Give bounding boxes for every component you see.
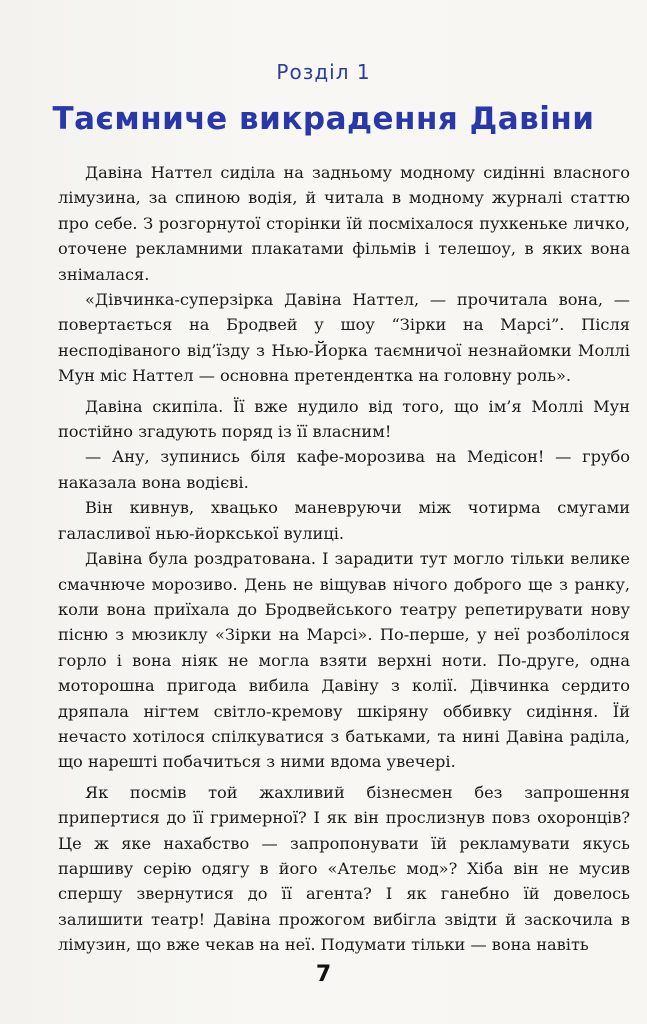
page-number: 7 (315, 962, 332, 987)
chapter-title: Таємниче викрадення Давіни (52, 101, 595, 137)
paragraph: Він кивнув, хвацько маневруючи між чотирма смугами галасливої нью-йоркської вулиці. (58, 498, 630, 543)
paragraph: — Ану, зупинись біля кафе-морозива на Медісон! — грубо наказала вона водієві. (58, 447, 630, 492)
paragraph: Як посмів той жахливий бізнесмен без запрошення припертися до її гримерної? І як він прослизнув повз охоронців? Це ж яке нахабство — запропонувати їй рекламувати якусь паршиву серію одягу в його «Ательє мод»? Хіба він не мусив спершу звернутися до її агента? І як ганебно їй довелось залишити театр! Давіна прожогом вибігла звідти й заскочила в лімузин, що вже чекав на неї. Подумати тільки — вона навіть (58, 782, 630, 955)
chapter-label: Розділ 1 (276, 60, 371, 84)
paragraph: Давіна була роздратована. І зарадити тут могло тільки велике смачнюче морозиво. День не віщував нічого доброго ще з ранку, коли вона приїхала до Бродвейського театру репетирувати нову пісню з мюзиклу «Зірки на Марсі». По-перше, у неї розболілося горло і вона ніяк не могла взяти верхні ноти. По-друге, одна моторошна пригода вибила Давіну з колії. Дівчинка сердито дряпала нігтем світло-кремову шкіряну оббивку сидіння. Їй нечасто хотілося спілкуватися з батьками, та нині Давіна раділа, що нарешті побачиться з ними вдома увечері. (58, 549, 630, 772)
paragraph: Давіна Наттел сиділа на задньому модному сидінні власного лімузина, за спиною водія, й читала в модному журналі статтю про себе. З розгорнутої сторінки їй посміхалося пухкеньке личко, оточене рекламними плакатами фільмів і телешоу, в яких вона знімалася. (58, 163, 630, 284)
body-text (58, 160, 630, 958)
paragraph: «Дівчинка-суперзірка Давіна Наттел, — прочитала вона, — повертається на Бродвей у шоу “Зірки на Марсі”. Після несподіваного від’їзду з Нью-Йорка таємничої незнайомки Моллі Мун міс Наттел — основна претендентка на головну роль». (58, 290, 630, 386)
paragraph: Давіна скипіла. Її вже нудило від того, що ім’я Моллі Мун постійно згадують поряд із її власним! (58, 396, 630, 442)
